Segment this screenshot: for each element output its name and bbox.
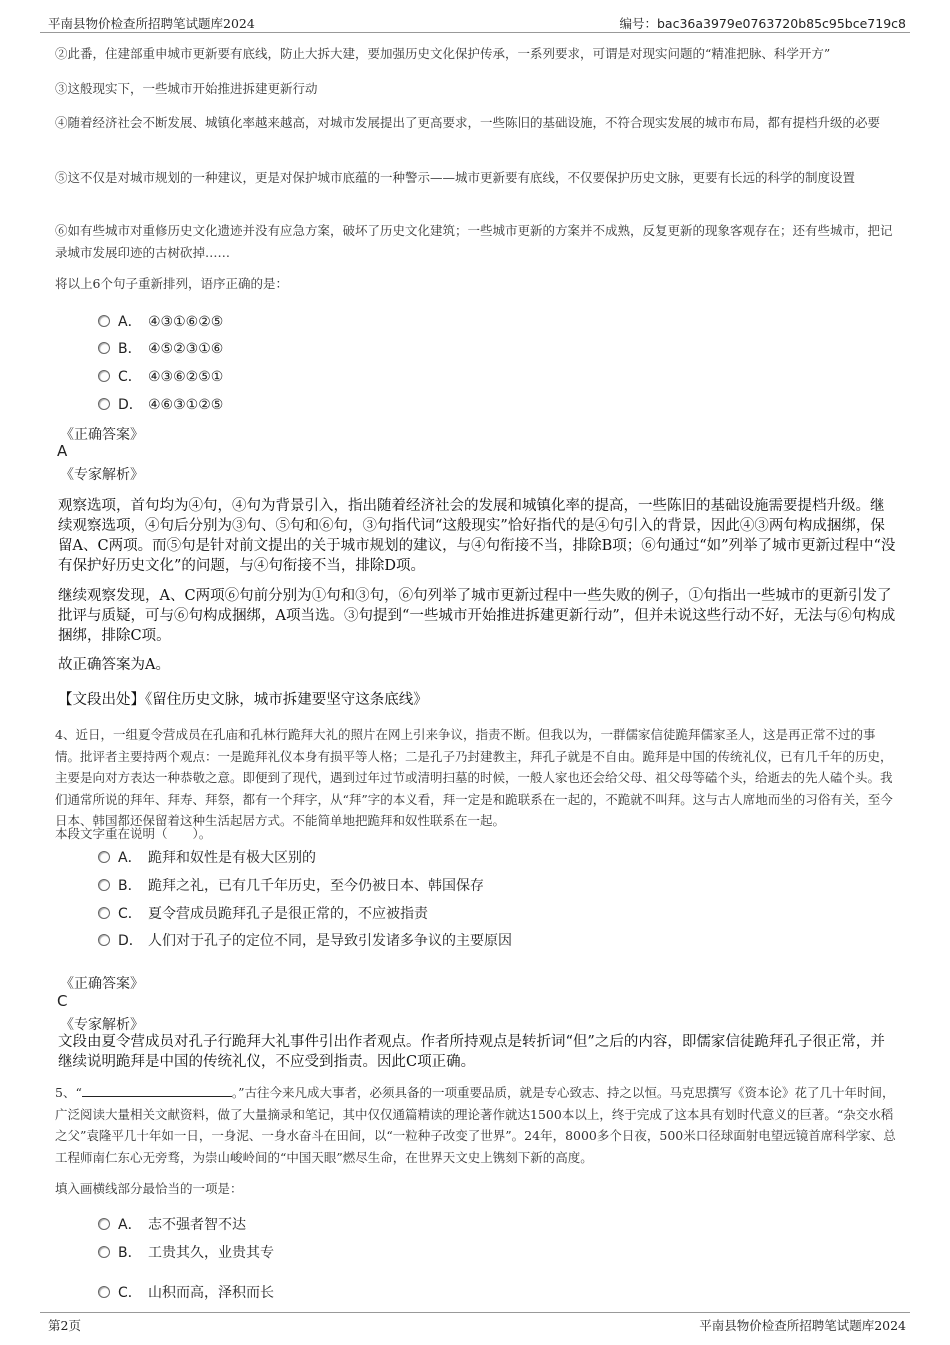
q5-stem: 。”古往今来凡成大事者，必须具备的一项重要品质，就是专心致志、持之以恒。马克思撰写《资本论》花了几十年时间，广泛阅读大量相关文献资料，做了大量摘录和笔记，其中仅仅通篇精读的理论著作就达1500本以上，终于完成了这本具有划时代意义的巨著。“杂交水稻之父”袁隆平几十年如一日，一身泥、一身水奋斗在田间，以“一粒种子改变了世界”。24年，8000多个日夜，500米口径球面射电望远镜首席科学家、总工程师南仁东心无旁骛，为崇山峻岭间的“中国天眼”燃尽生命，在世界天文史上镌刻下新的高度。 — [55, 1085, 896, 1165]
option-letter: B． — [118, 1245, 142, 1261]
option-text: ④⑤②③①⑥ — [148, 341, 224, 357]
option-letter: C． — [118, 369, 142, 385]
header-title: 平南县物价检查所招聘笔试题库2024 — [48, 16, 255, 31]
q5-option-a[interactable] — [98, 1214, 246, 1234]
q4-option-c[interactable] — [98, 903, 428, 923]
q4-answer-label: 《正确答案》 — [60, 976, 144, 992]
radio-icon[interactable] — [98, 315, 110, 327]
q3-answer: A — [57, 442, 68, 460]
fill-blank — [82, 1084, 232, 1097]
q3-option-b[interactable] — [98, 338, 223, 358]
radio-icon[interactable] — [98, 1286, 110, 1298]
option-text: ④⑥③①②⑤ — [148, 397, 224, 413]
q3-prompt: 将以上6个句子重新排列，语序正确的是： — [55, 276, 288, 291]
radio-icon[interactable] — [98, 370, 110, 382]
q3-option-d[interactable] — [98, 394, 223, 414]
radio-icon[interactable] — [98, 342, 110, 354]
radio-icon[interactable] — [98, 934, 110, 946]
radio-icon[interactable] — [98, 1218, 110, 1230]
option-letter: A． — [118, 1217, 142, 1233]
q3-sentence-6: ⑥如有些城市对重修历史文化遗迹并没有应急方案，破坏了历史文化建筑；一些城市更新的方案并不成熟，反复更新的现象客观存在；还有些城市，把记录城市发展印迹的古树砍掉…… — [55, 223, 893, 260]
radio-icon[interactable] — [98, 879, 110, 891]
option-text: 夏令营成员跪拜孔子是很正常的，不应被指责 — [148, 906, 428, 922]
option-text: 山积而高，泽积而长 — [148, 1285, 274, 1301]
q5-prompt: 填入画横线部分最恰当的一项是： — [55, 1181, 243, 1196]
q4-answer: C — [57, 992, 68, 1010]
q3-sentence-3: ③这般现实下，一些城市开始推进拆建更新行动 — [55, 81, 318, 96]
q4-option-d[interactable] — [98, 930, 512, 950]
q3-source: 【文段出处】《留住历史文脉，城市拆建要坚守这条底线》 — [58, 692, 428, 708]
radio-icon[interactable] — [98, 851, 110, 863]
option-letter: C． — [118, 906, 142, 922]
option-text: 志不强者智不达 — [148, 1217, 246, 1233]
q5-option-c[interactable] — [98, 1282, 274, 1302]
option-text: ④③⑥②⑤① — [148, 369, 224, 385]
option-text: 工贵其久，业贵其专 — [148, 1245, 274, 1261]
q3-sentence-5: ⑤这不仅是对城市规划的一种建议，更是对保护城市底蕴的一种警示——城市更新要有底线，不仅要保护历史文脉，更要有长远的科学的制度设置 — [55, 170, 856, 185]
q4-option-a[interactable] — [98, 847, 316, 867]
radio-icon[interactable] — [98, 1246, 110, 1258]
footer-page-number: 第2页 — [48, 1318, 81, 1333]
option-letter: B． — [118, 341, 142, 357]
q4-question: 本段文字重在说明（ ）。 — [55, 826, 212, 841]
q5-option-b[interactable] — [98, 1242, 274, 1262]
q3-sentence-4: ④随着经济社会不断发展、城镇化率越来越高，对城市发展提出了更高要求，一些陈旧的基础设施，不符合现实发展的城市布局，都有提档升级的必要 — [55, 115, 881, 130]
q4-option-b[interactable] — [98, 875, 484, 895]
option-text: 跪拜之礼，已有几千年历史，至今仍被日本、韩国保存 — [148, 878, 484, 894]
q3-option-a[interactable] — [98, 311, 223, 331]
q3-analysis-p3: 故正确答案为A。 — [58, 657, 170, 673]
q4-analysis-label: 《专家解析》 — [60, 1017, 144, 1033]
radio-icon[interactable] — [98, 907, 110, 919]
q3-answer-label: 《正确答案》 — [60, 427, 144, 443]
footer-title: 平南县物价检查所招聘笔试题库2024 — [699, 1318, 906, 1333]
option-letter: A． — [118, 314, 142, 330]
page-header — [40, 14, 910, 33]
q3-option-c[interactable] — [98, 366, 223, 386]
q3-analysis-label: 《专家解析》 — [60, 467, 144, 483]
option-text: 人们对于孔子的定位不同，是导致引发诸多争议的主要原因 — [148, 933, 512, 949]
header-code: 编号：bac36a3979e0763720b85c95bce719c8 — [619, 16, 906, 31]
q5-stem-block — [55, 1082, 900, 1168]
radio-icon[interactable] — [98, 398, 110, 410]
q4-analysis: 文段由夏令营成员对孔子行跪拜大礼事件引出作者观点。作者所持观点是转折词“但”之后的内容，即儒家信徒跪拜孔子很正常，并继续说明跪拜是中国的传统礼仪，不应受到指责。因此C项正确。 — [58, 1034, 885, 1070]
q3-analysis-p1: 观察选项，首句均为④句，④句为背景引入，指出随着经济社会的发展和城镇化率的提高，一些陈旧的基础设施需要提档升级。继续观察选项，④句后分别为③句、⑤句和⑥句，③句指代词“这般现实”恰好指代的是④句引入的背景，因此④③两句构成捆绑，保留A、C两项。而⑤句是针对前文提出的关于城市规划的建议，与④句衔接不当，排除B项；⑥句通过“如”列举了城市更新过程中“没有保护好历史文化”的问题，与④句衔接不当，排除D项。 — [58, 498, 896, 574]
option-text: 跪拜和奴性是有极大区别的 — [148, 850, 316, 866]
option-letter: B． — [118, 878, 142, 894]
q4-stem: 4、近日，一组夏令营成员在孔庙和孔林行跪拜大礼的照片在网上引来争议，指责不断。但我以为，一群儒家信徒跪拜儒家圣人，这是再正常不过的事情。批评者主要持两个观点：一是跪拜礼仪本身有损平等人格；二是孔子乃封建教主，拜孔子就是不自由。跪拜是中国的传统礼仪，已有几千年的历史，主要是向对方表达一种恭敬之意。即便到了现代，遇到过年过节或清明扫墓的时候，一般人家也还会给父母、祖父母等磕个头，给逝去的先人磕个头。我们通常所说的拜年、拜寿、拜祭，都有一个拜字，从“拜”字的本义看，拜一定是和跪联系在一起的，不跪就不叫拜。这与古人席地而坐的习俗有关，至今日本、韩国都还保留着这种生活起居方式。不能简单地把跪拜和奴性联系在一起。 — [55, 727, 893, 828]
option-letter: C． — [118, 1285, 142, 1301]
q3-analysis-p2: 继续观察发现，A、C两项⑥句前分别为①句和③句，⑥句列举了城市更新过程中一些失败的例子，①句指出一些城市的更新引发了批评与质疑，可与⑥句构成捆绑，A项当选。③句提到“一些城市开始推进拆建更新行动”，但并未说这些行动不好，无法与⑥句构成捆绑，排除C项。 — [58, 588, 896, 644]
page-footer — [40, 1312, 910, 1337]
option-letter: D． — [118, 933, 143, 949]
option-letter: D． — [118, 397, 143, 413]
option-text: ④③①⑥②⑤ — [148, 314, 224, 330]
option-letter: A． — [118, 850, 142, 866]
q3-sentence-2: ②此番，住建部重申城市更新要有底线，防止大拆大建，要加强历史文化保护传承，一系列要求，可谓是对现实问题的“精准把脉、科学开方” — [55, 46, 831, 61]
q5-prefix: 5、“ — [55, 1085, 82, 1100]
